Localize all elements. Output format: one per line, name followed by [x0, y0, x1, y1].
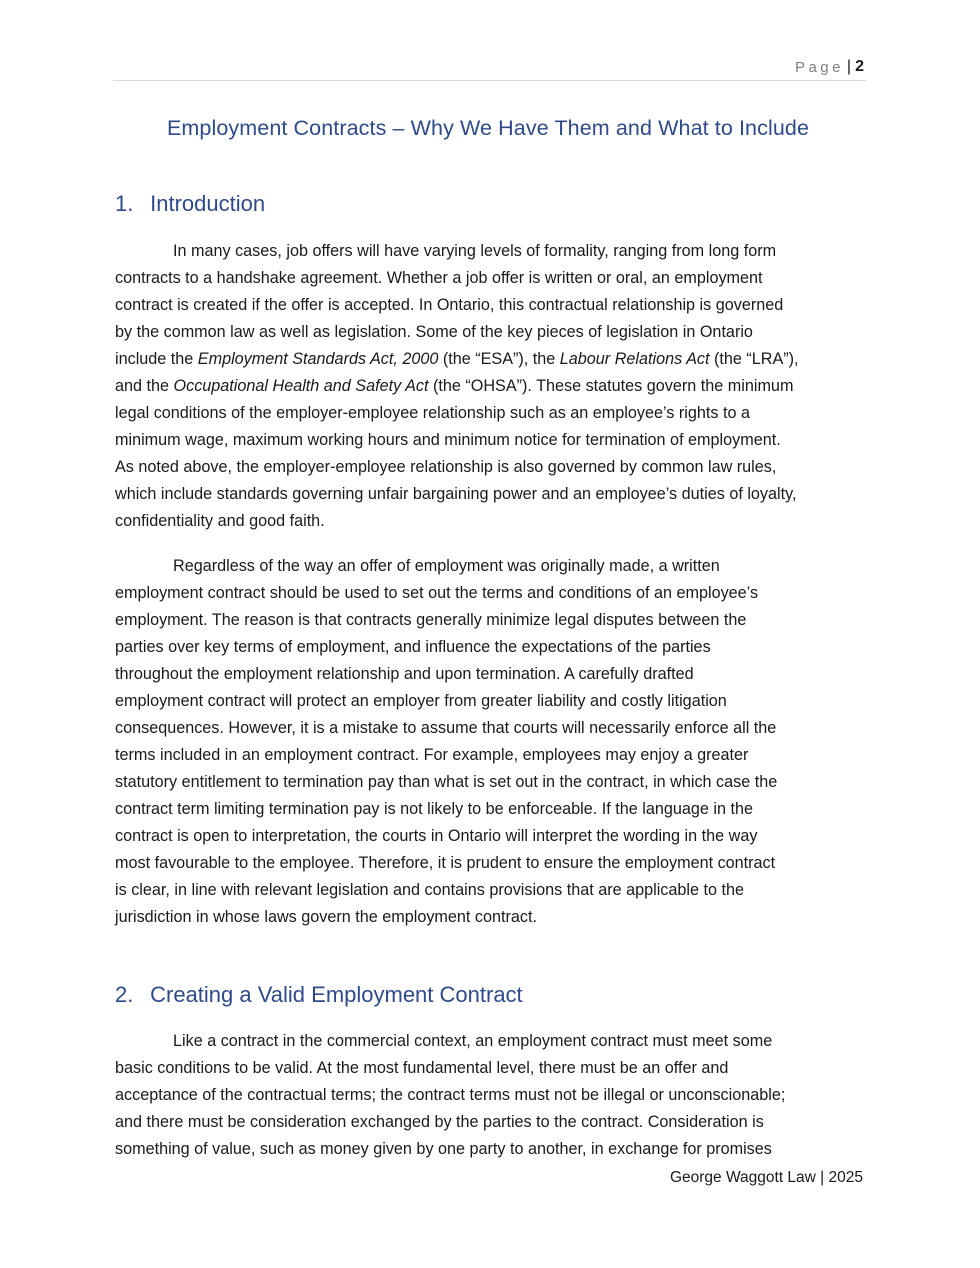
section-number: 1. — [115, 191, 134, 216]
section-heading-creating-valid-contract — [115, 982, 523, 1008]
text-line: contracts to a handshake agreement. Whether a job offer is written or oral, an employment — [115, 269, 763, 287]
page-label: Page — [794, 59, 844, 76]
paragraph-creating-valid-contract-1 — [115, 1028, 867, 1163]
text-line: terms included in an employment contract. For example, employees may enjoy a greater — [115, 746, 749, 764]
text-line: legal conditions of the employer-employee relationship such as an employee’s rights to a — [115, 404, 750, 422]
text-line: something of value, such as money given by one party to another, in exchange for promises — [115, 1140, 772, 1158]
text-line: contract is created if the offer is accepted. In Ontario, this contractual relationship is governed — [115, 296, 784, 314]
text-line: is clear, in line with relevant legislation and contains provisions that are applicable to the — [115, 881, 744, 899]
text-line: In many cases, job offers will have varying levels of formality, ranging from long form — [173, 242, 777, 260]
text-line: basic conditions to be valid. At the most fundamental level, there must be an offer and — [115, 1059, 729, 1077]
page-separator: | — [846, 58, 851, 75]
text-line: employment. The reason is that contracts generally minimize legal disputes between the — [115, 611, 747, 629]
text-line: contract is open to interpretation, the courts in Ontario will interpret the wording in the way — [115, 827, 758, 845]
text-line: Like a contract in the commercial context, an employment contract must meet some — [173, 1032, 773, 1050]
text-line: most favourable to the employee. Therefore, it is prudent to ensure the employment contract — [115, 854, 776, 872]
document-title: Employment Contracts – Why We Have Them and What to Include — [166, 116, 810, 140]
text-line: employment contract will protect an employer from greater liability and costly litigation — [115, 692, 727, 710]
text-line: consequences. However, it is a mistake to assume that courts will necessarily enforce all the — [115, 719, 777, 737]
statute-name: Labour Relations Act — [559, 350, 710, 368]
page-footer: George Waggott Law | 2025 — [669, 1169, 863, 1186]
section-heading-introduction — [115, 191, 265, 217]
text-line: which include standards governing unfair bargaining power and an employee’s duties of loyalty, — [115, 485, 797, 503]
statute-name: Occupational Health and Safety Act — [173, 377, 429, 395]
section-title: Introduction — [150, 191, 266, 216]
paragraph-introduction-2 — [115, 553, 867, 931]
text-line-with-italics: include the Employment Standards Act, 2000 (the “ESA”), the Labour Relations Act (the “LRA”), — [115, 350, 799, 368]
text-line: statutory entitlement to termination pay than what is set out in the contract, in which case the — [115, 773, 778, 791]
text-line: by the common law as well as legislation. Some of the key pieces of legislation in Ontario — [115, 323, 753, 341]
section-number: 2. — [115, 982, 134, 1007]
text-line: As noted above, the employer-employee relationship is also governed by common law rules, — [115, 458, 777, 476]
paragraph-introduction-1 — [115, 238, 867, 535]
text-line: confidentiality and good faith. — [115, 512, 325, 530]
page-header — [113, 56, 866, 81]
text-line: jurisdiction in whose laws govern the employment contract. — [115, 908, 537, 926]
text-line: acceptance of the contractual terms; the contract terms must not be illegal or unconscionable; — [115, 1086, 786, 1104]
page-number: 2 — [855, 58, 864, 75]
text-line: contract term limiting termination pay is not likely to be enforceable. If the language in the — [115, 800, 753, 818]
statute-name: Employment Standards Act, 2000 — [197, 350, 439, 368]
section-title: Creating a Valid Employment Contract — [150, 982, 523, 1007]
text-line-with-italics: and the Occupational Health and Safety Act (the “OHSA”). These statutes govern the minimum — [115, 377, 794, 395]
text-line: throughout the employment relationship and upon termination. A carefully drafted — [115, 665, 694, 683]
text-line: and there must be consideration exchanged by the parties to the contract. Consideration is — [115, 1113, 764, 1131]
text-line: employment contract should be used to set out the terms and conditions of an employee’s — [115, 584, 759, 602]
text-line: Regardless of the way an offer of employment was originally made, a written — [173, 557, 720, 575]
text-line: minimum wage, maximum working hours and minimum notice for termination of employment. — [115, 431, 781, 449]
text-line: parties over key terms of employment, and influence the expectations of the parties — [115, 638, 711, 656]
